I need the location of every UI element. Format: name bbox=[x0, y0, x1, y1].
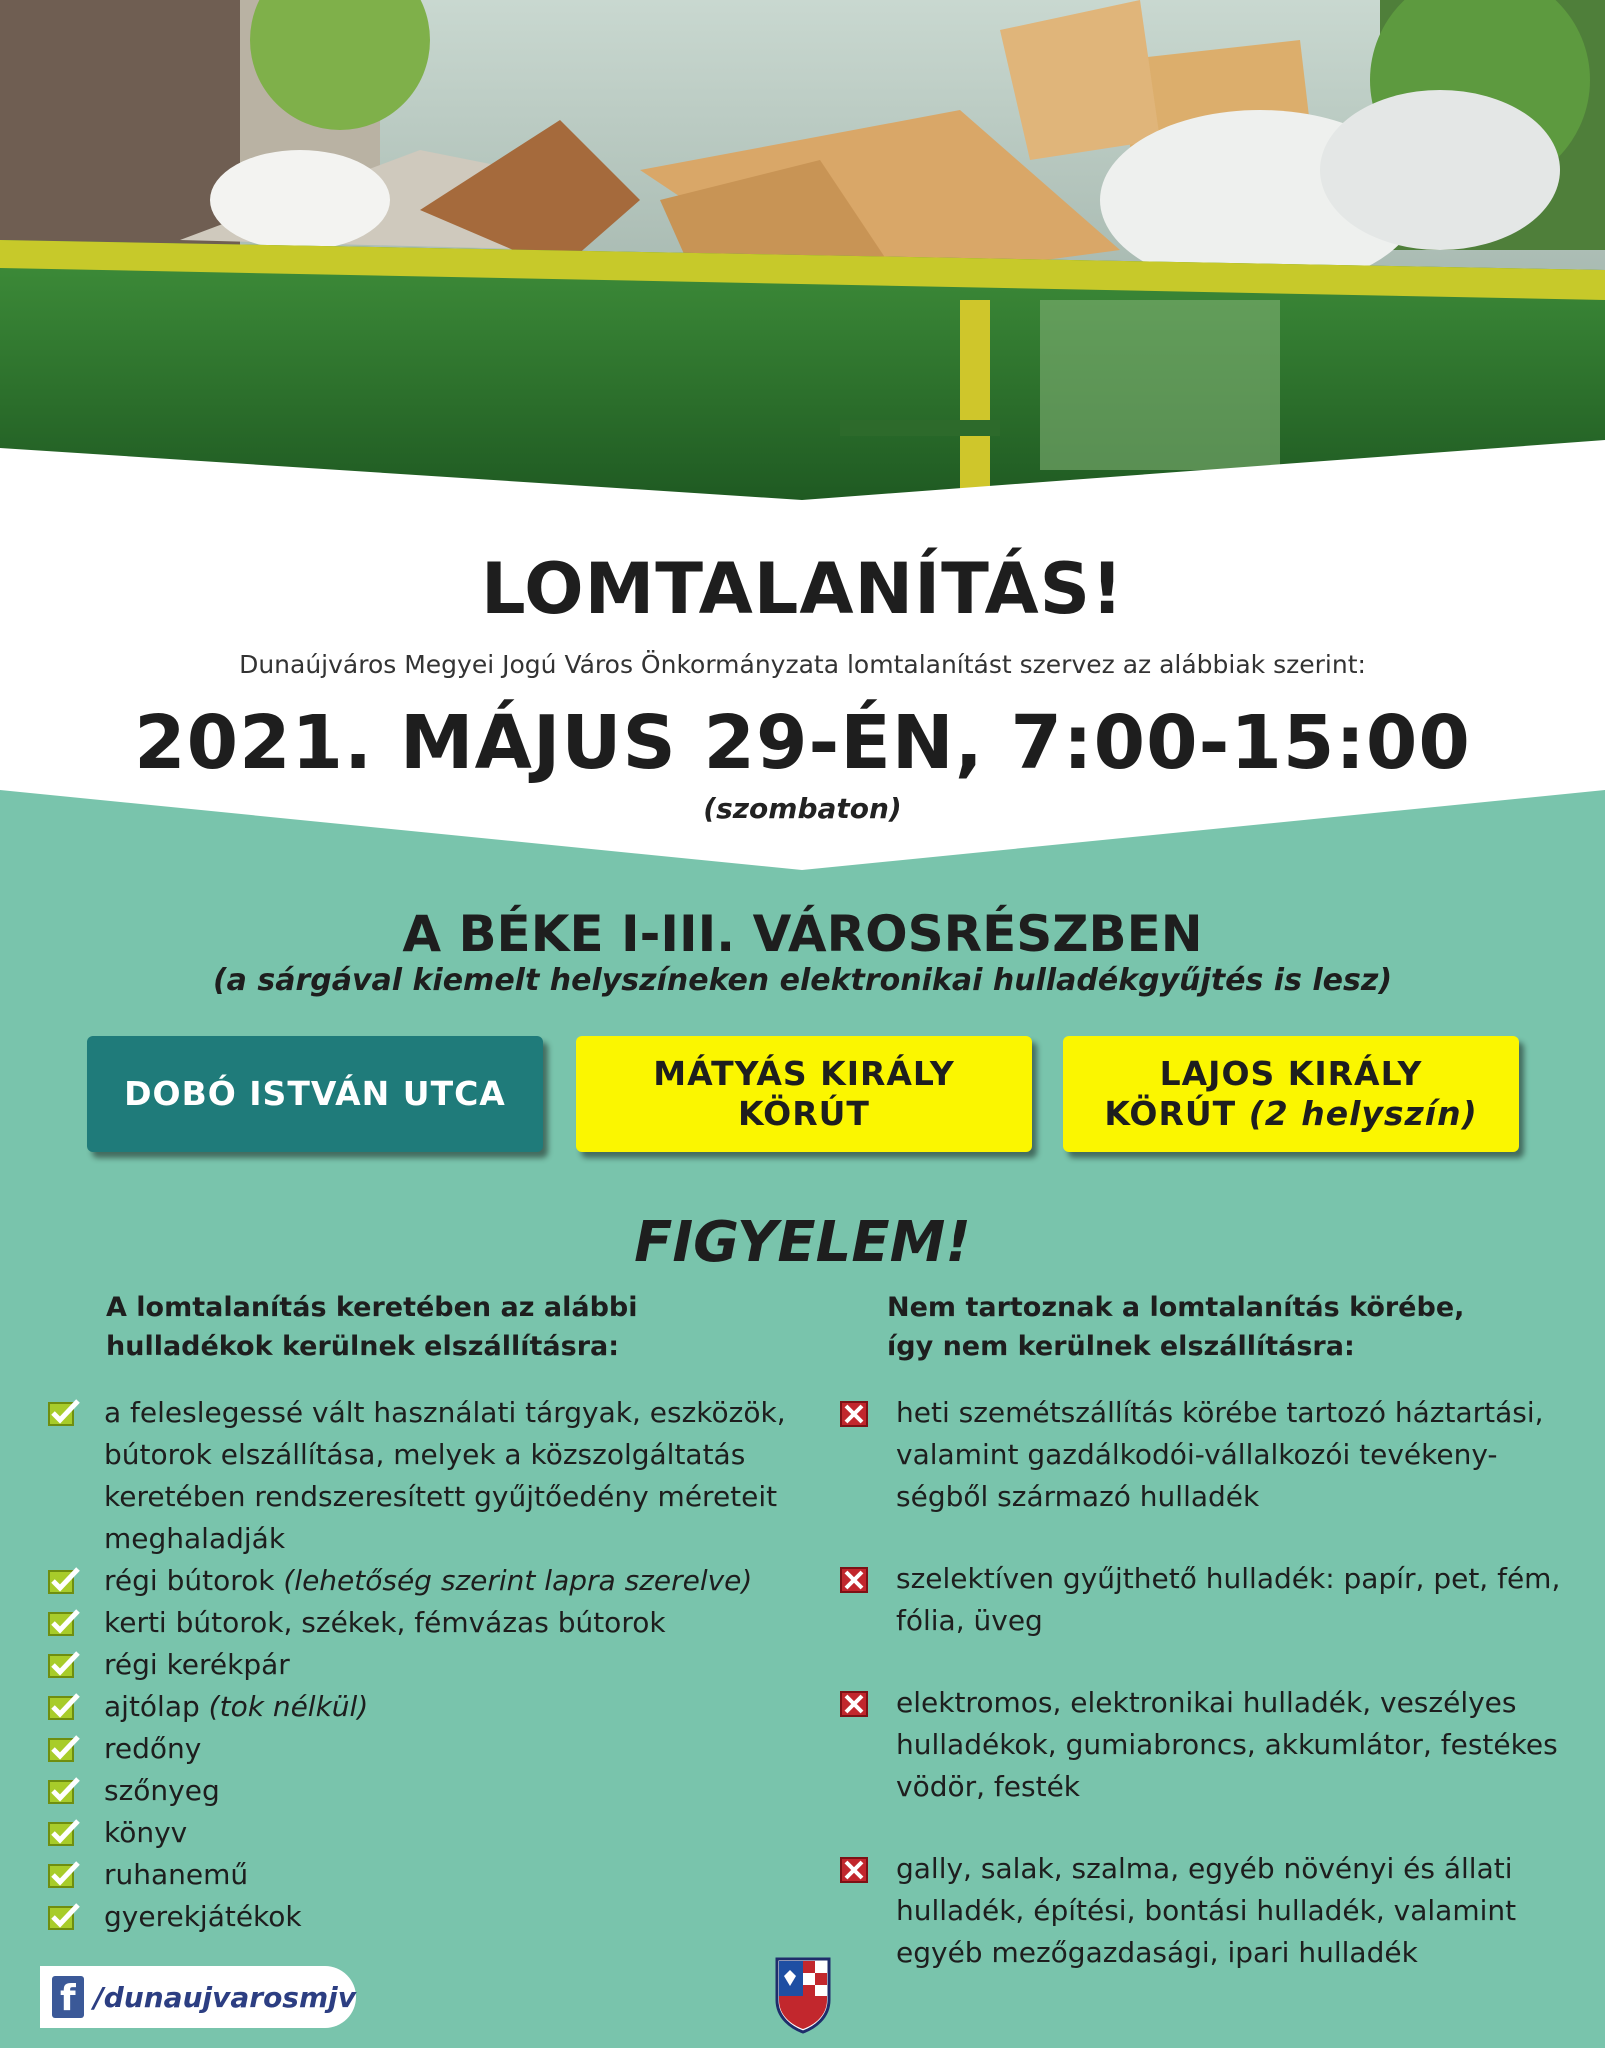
facebook-handle: /dunaujvarosmjv bbox=[93, 1980, 356, 2014]
checkmark-icon bbox=[48, 1399, 80, 1427]
allowed-list bbox=[48, 1392, 808, 1938]
allowed-item: kerti bútorok, székek, fémvázas bútorok bbox=[48, 1602, 808, 1644]
facebook-icon: f bbox=[52, 1976, 84, 2018]
page-title: LOMTALANÍTÁS! bbox=[481, 548, 1124, 630]
checkmark-icon bbox=[48, 1609, 80, 1637]
allowed-item: redőny bbox=[48, 1728, 808, 1770]
excluded-list bbox=[840, 1392, 1580, 2014]
location-dobo-istvan-utca bbox=[87, 1036, 543, 1152]
allowed-item: gyerekjátékok bbox=[48, 1896, 808, 1938]
location-lajos-kiraly-korut bbox=[1063, 1036, 1519, 1152]
cross-icon bbox=[840, 1689, 872, 1717]
allowed-item: régi kerékpár bbox=[48, 1644, 808, 1686]
organizer-subtitle: Dunaújváros Megyei Jogú Város Önkormányzata lomtalanítást szervez az alábbiak szerint: bbox=[239, 650, 1366, 679]
location-label-line1: LAJOS KIRÁLY bbox=[1159, 1054, 1423, 1093]
excluded-heading bbox=[887, 1288, 1527, 1366]
allowed-item: a feleslegessé vált használati tárgyak, eszközök, bútorok elszállítása, melyek a közszolgáltatás keretében rendszeresített gyűjtőedény méreteit meghaladják bbox=[48, 1392, 808, 1560]
allowed-heading-line2: hulladékok kerülnek elszállításra: bbox=[106, 1331, 620, 1362]
excluded-item: gally, salak, szalma, egyéb növényi és állati hulladék, építési, bontási hulladék, valamint egyéb mezőgazdasági, ipari hulladék bbox=[840, 1848, 1580, 1974]
district-heading: A BÉKE I-III. VÁROSRÉSZBEN bbox=[402, 905, 1203, 963]
location-label-line2: KÖRÚT bbox=[738, 1094, 870, 1133]
allowed-item: ruhanemű bbox=[48, 1854, 808, 1896]
allowed-item: régi bútorok (lehetőség szerint lapra szerelve) bbox=[48, 1560, 808, 1602]
facebook-link[interactable] bbox=[40, 1966, 356, 2028]
cross-icon bbox=[840, 1565, 872, 1593]
allowed-item: ajtólap (tok nélkül) bbox=[48, 1686, 808, 1728]
allowed-item: szőnyeg bbox=[48, 1770, 808, 1812]
allowed-item: könyv bbox=[48, 1812, 808, 1854]
checkmark-icon bbox=[48, 1693, 80, 1721]
excluded-heading-line1: Nem tartoznak a lomtalanítás körébe, bbox=[887, 1292, 1465, 1323]
location-label: DOBÓ ISTVÁN UTCA bbox=[124, 1074, 506, 1113]
attention-heading: FIGYELEM! bbox=[634, 1210, 971, 1275]
location-note: (2 helyszín) bbox=[1248, 1094, 1478, 1133]
cross-icon bbox=[840, 1855, 872, 1883]
excluded-heading-line2: így nem kerülnek elszállításra: bbox=[887, 1331, 1355, 1362]
allowed-item-note: (tok nélkül) bbox=[208, 1690, 369, 1723]
excluded-item: szelektíven gyűjthető hulladék: papír, pet, fém, fólia, üveg bbox=[840, 1558, 1580, 1642]
checkmark-icon bbox=[48, 1861, 80, 1889]
location-label-line1: MÁTYÁS KIRÁLY bbox=[653, 1054, 955, 1093]
city-crest-icon bbox=[774, 1956, 832, 2034]
checkmark-icon bbox=[48, 1777, 80, 1805]
checkmark-icon bbox=[48, 1567, 80, 1595]
location-matyas-kiraly-korut bbox=[576, 1036, 1032, 1152]
cross-icon bbox=[840, 1399, 872, 1427]
district-note: (a sárgával kiemelt helyszíneken elektronikai hulladékgyűjtés is lesz) bbox=[212, 963, 1393, 998]
allowed-item-note: (lehetőség szerint lapra szerelve) bbox=[283, 1564, 753, 1597]
checkmark-icon bbox=[48, 1735, 80, 1763]
location-label-line2: KÖRÚT bbox=[1104, 1094, 1249, 1133]
excluded-item: heti szemétszállítás körébe tartozó háztartási, valamint gazdálkodói-vállalkozói tevékeny-ségből származó hulladék bbox=[840, 1392, 1580, 1518]
event-weekday: (szombaton) bbox=[703, 792, 902, 825]
checkmark-icon bbox=[48, 1651, 80, 1679]
checkmark-icon bbox=[48, 1903, 80, 1931]
allowed-heading-line1: A lomtalanítás keretében az alábbi bbox=[106, 1292, 638, 1323]
event-date: 2021. MÁJUS 29-ÉN, 7:00-15:00 bbox=[134, 700, 1471, 786]
allowed-heading bbox=[106, 1288, 746, 1366]
checkmark-icon bbox=[48, 1819, 80, 1847]
excluded-item: elektromos, elektronikai hulladék, veszélyes hulladékok, gumiabroncs, akkumlátor, festékes vödör, festék bbox=[840, 1682, 1580, 1808]
